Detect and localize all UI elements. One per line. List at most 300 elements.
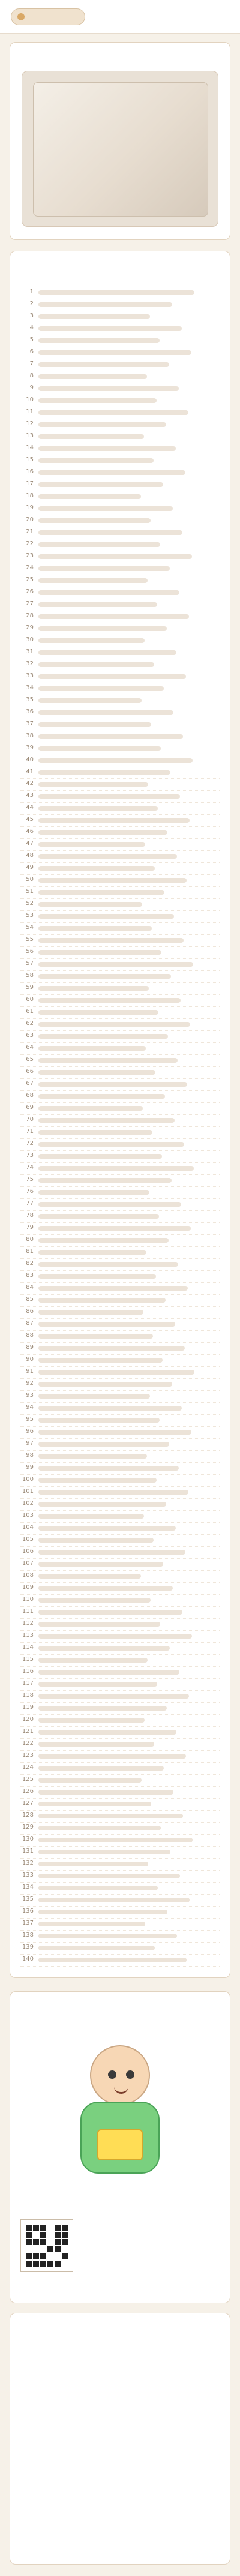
vocab-row-number: 134 [22,1884,34,1890]
vocab-row-number: 84 [26,1284,34,1291]
vocab-row-number: 124 [22,1764,34,1771]
vocab-row-text [38,1538,154,1543]
qr-cell [33,2239,39,2245]
vocab-row [20,527,220,539]
vocab-row-number: 102 [22,1500,34,1507]
vocab-row-number: 128 [22,1812,34,1818]
footer-paragraph [21,2418,220,2428]
vocab-row-text [38,1202,181,1207]
vocab-row [20,982,220,995]
qr-cell [62,2253,68,2259]
vocab-row-text [38,434,144,439]
vocab-row-number: 62 [26,1020,34,1027]
vocab-row-text [38,566,170,571]
vocab-row-number: 17 [26,480,34,487]
vocab-row-text [38,1958,187,1962]
vocab-row-number: 47 [26,840,34,847]
vocab-row-text [38,1394,150,1399]
vocab-row-number: 80 [26,1236,34,1243]
vocab-row [20,1954,220,1967]
vocab-row-text [38,554,192,559]
vocab-row-text [38,1358,163,1363]
vocab-row [20,1198,220,1211]
vocab-row-number: 137 [22,1920,34,1926]
vocab-row [20,1114,220,1127]
vocab-row [20,1426,220,1439]
vocab-row-text [38,1322,175,1327]
vocab-row-number: 9 [29,384,34,391]
vocab-row-text [38,590,179,595]
vocab-row-number: 50 [26,876,34,883]
vocab-row-number: 13 [26,432,34,439]
vocab-row-number: 22 [26,540,34,547]
vocab-row [20,623,220,635]
vocab-row-number: 18 [26,492,34,499]
vocab-row [20,1270,220,1283]
vocab-row-number: 100 [22,1476,34,1483]
vocab-row-number: 117 [22,1680,34,1687]
vocab-row-number: 109 [22,1584,34,1591]
vocab-row-number: 59 [26,984,34,991]
vocab-row [20,1474,220,1487]
qr-cell [26,2253,32,2259]
vocab-row-text [38,998,181,1003]
qr-cell [40,2239,46,2245]
vocab-row [20,1906,220,1919]
vocab-row [20,371,220,383]
vocab-row-text [38,290,194,295]
vocab-row [20,994,220,1007]
vocab-row-number: 58 [26,972,34,979]
vocab-row [20,1654,220,1667]
vocab-row-number: 66 [26,1068,34,1075]
vocab-row [20,1498,220,1511]
vocab-row-number: 122 [22,1740,34,1747]
vocab-row-number: 139 [22,1944,34,1950]
vocab-row-number: 99 [26,1464,34,1471]
vocab-row-number: 86 [26,1308,34,1315]
vocab-row-text [38,494,141,499]
footer-paragraph [21,2340,220,2350]
vocab-row-number: 118 [22,1692,34,1699]
vocab-row-text [38,458,154,463]
vocab-row [20,1090,220,1103]
vocab-row-text [38,1490,188,1495]
vocab-row-text [38,698,142,703]
qr-cell [55,2225,61,2231]
vocab-row-text [38,1286,188,1291]
vocab-row-text [38,1034,168,1039]
vocab-row [20,1558,220,1571]
qr-cell [62,2232,68,2238]
vocab-row [20,395,220,407]
vocab-row-number: 45 [26,816,34,823]
vocab-row-number: 6 [29,348,34,355]
qr-cell [47,2246,53,2252]
vocab-row-text [38,1058,178,1063]
vocab-row-number: 2 [29,300,34,307]
vocab-row-text [38,1454,147,1459]
vocab-row-text [38,962,193,967]
vocab-row-number: 5 [29,336,34,343]
vocab-row-number: 76 [26,1188,34,1195]
vocab-row-text [38,1634,192,1639]
vocab-row-number: 70 [26,1116,34,1123]
vocab-row-text [38,314,150,319]
vocab-row-number: 43 [26,792,34,799]
vocab-row [20,946,220,959]
vocab-row [20,1006,220,1019]
vocab-row-number: 12 [26,420,34,427]
vocab-row-number: 25 [26,576,34,583]
vocab-row-number: 57 [26,960,34,967]
vocab-row-number: 116 [22,1668,34,1675]
vocab-row-number: 20 [26,516,34,523]
vocab-row-text [38,662,154,667]
vocab-row-number: 11 [26,408,34,415]
vocab-row-number: 3 [29,312,34,319]
vocab-row-text [38,1766,164,1771]
vocab-row-text [38,1778,142,1783]
vocab-row-number: 132 [22,1860,34,1866]
vocab-row [20,1666,220,1679]
vocab-row-text [38,542,160,547]
vocab-row [20,467,220,479]
mascot-eye-left [108,2070,116,2079]
vocab-row-number: 71 [26,1128,34,1135]
vocab-row [20,1126,220,1139]
vocab-row-number: 27 [26,600,34,607]
qr-cell [33,2253,39,2259]
footer-paragraph [21,2386,220,2397]
vocab-row [20,671,220,683]
vocab-row-number: 105 [22,1536,34,1543]
vocab-row [20,1042,220,1055]
vocab-row [20,707,220,719]
qr-code[interactable] [20,2219,73,2272]
vocab-row [20,1942,220,1955]
mascot-book [97,2129,143,2160]
vocab-row-number: 81 [26,1248,34,1255]
vocab-row-text [38,1838,193,1842]
vocab-row [20,1378,220,1391]
vocab-row [20,1930,220,1943]
vocab-row-number: 135 [22,1896,34,1902]
vocab-row-text [38,842,145,847]
vocab-row-number: 19 [26,504,34,511]
vocab-row-number: 37 [26,720,34,727]
vocab-row [20,323,220,335]
vocab-row [20,335,220,347]
vocab-row-text [38,710,173,715]
vocab-row [20,826,220,839]
vocab-row [20,1798,220,1811]
vocab-row-text [38,1694,189,1699]
vocab-row-number: 106 [22,1548,34,1555]
vocab-row [20,575,220,587]
vocab-row-text [38,794,180,799]
vocab-row-text [38,1334,153,1339]
vocab-row [20,1318,220,1331]
footer-paragraph [21,2371,220,2382]
qr-cell [33,2225,39,2231]
vocab-row-text [38,1466,179,1471]
vocab-row-text [38,1610,182,1615]
vocab-row [20,563,220,575]
vocab-list [20,287,220,1966]
vocab-row [20,1882,220,1895]
vocab-row [20,359,220,371]
vocab-row [20,1222,220,1235]
vocab-row-number: 119 [22,1704,34,1711]
vocab-row-number: 107 [22,1560,34,1567]
vocab-row [20,886,220,899]
vocab-row [20,635,220,647]
vocab-row-text [38,1682,157,1687]
vocab-row-text [38,374,147,379]
vocab-row-number: 87 [26,1320,34,1327]
follow-dot-icon [17,13,25,20]
vocab-row [20,1642,220,1655]
vocab-row [20,1354,220,1367]
vocab-row [20,767,220,779]
vocab-row-text [38,926,152,931]
vocab-row-text [38,1478,157,1483]
vocab-row-text [38,1274,156,1279]
vocab-row-number: 10 [26,396,34,403]
vocab-row [20,1054,220,1067]
vocab-row [20,1630,220,1643]
vocab-row-text [38,1646,170,1651]
vocab-row-text [38,1214,159,1219]
vocab-row-text [38,806,158,811]
vocab-row [20,695,220,707]
vocab-row-text [38,1514,144,1519]
vocab-row [20,1546,220,1559]
vocab-row-number: 127 [22,1800,34,1806]
vocab-row-number: 56 [26,948,34,955]
vocab-row-number: 138 [22,1932,34,1938]
vocab-row-text [38,506,173,511]
vocab-row-number: 26 [26,588,34,595]
vocab-row-text [38,974,171,979]
vocab-row-number: 40 [26,756,34,763]
vocab-row-text [38,770,170,775]
vocab-row-number: 39 [26,744,34,751]
vocab-row-text [38,782,148,787]
vocab-row [20,1414,220,1427]
vocab-row-number: 78 [26,1212,34,1219]
vocab-row-text [38,1718,145,1723]
vocab-row-number: 73 [26,1152,34,1159]
vocab-row-text [38,302,172,307]
vocab-row-text [38,1022,190,1027]
vocab-row-number: 33 [26,672,34,679]
vocab-row [20,1066,220,1079]
vocab-row-number: 101 [22,1488,34,1495]
vocab-row [20,503,220,515]
vocab-row-number: 51 [26,888,34,895]
vocab-row-number: 1 [29,288,34,295]
list-title [14,261,226,276]
vocab-row-text [38,1706,167,1711]
vocab-row [20,1234,220,1247]
vocab-row-text [38,1370,194,1375]
vocab-row-number: 92 [26,1380,34,1387]
vocab-row-number: 82 [26,1260,34,1267]
vocab-row [20,611,220,623]
vocab-row [20,1174,220,1187]
vocab-row-number: 48 [26,852,34,859]
qr-cell [47,2261,53,2267]
vocab-row [20,755,220,767]
vocab-row-text [38,1802,151,1806]
vocab-row [20,1186,220,1199]
vocab-row [20,922,220,935]
vocab-row [20,419,220,431]
vocab-row-number: 38 [26,732,34,739]
vocab-row [20,1726,220,1739]
vocab-row [20,1594,220,1607]
vocab-row-text [38,746,161,751]
vocab-row-text [38,902,142,907]
follow-pill[interactable] [11,8,85,25]
vocab-row-number: 111 [22,1608,34,1615]
vocab-row [20,1138,220,1151]
vocab-row-number: 55 [26,936,34,943]
vocab-row [20,1618,220,1631]
vocab-row-number: 114 [22,1644,34,1651]
vocab-row-text [38,722,151,727]
vocab-row-text [38,1922,145,1926]
footer-paragraph [21,2402,220,2413]
vocab-row-number: 95 [26,1416,34,1423]
vocab-row [20,479,220,491]
vocab-row-text [38,1934,177,1938]
vocab-row [20,1210,220,1223]
vocab-row [20,1486,220,1499]
vocab-row [20,1894,220,1907]
vocab-row-text [38,1010,158,1015]
vocab-row-number: 44 [26,804,34,811]
vocab-row-number: 52 [26,900,34,907]
vocab-row-number: 75 [26,1176,34,1183]
qr-cell [26,2239,32,2245]
vocab-row [20,1570,220,1583]
vocab-row [20,599,220,611]
vocab-row-text [38,890,164,895]
vocab-row-text [38,1166,194,1171]
header-image-graphic [33,82,208,217]
vocab-row-number: 133 [22,1872,34,1878]
vocab-row-text [38,758,193,763]
vocab-row-number: 53 [26,912,34,919]
vocab-row-number: 4 [29,324,34,331]
vocab-row [20,814,220,827]
qr-cell [55,2246,61,2252]
vocab-row-number: 7 [29,360,34,367]
vocab-row [20,311,220,323]
vocab-row-number: 77 [26,1200,34,1207]
vocab-row [20,1918,220,1931]
vocab-row-text [38,1238,169,1243]
vocab-row-text [38,350,191,355]
vocab-row [20,1714,220,1727]
vocab-row-number: 91 [26,1368,34,1375]
vocab-row [20,1858,220,1871]
vocab-row-number: 103 [22,1512,34,1519]
vocab-row-number: 29 [26,624,34,631]
vocab-row-text [38,986,149,991]
vocab-row-text [38,1754,186,1759]
vocab-row-text [38,338,160,343]
vocab-row-text [38,1190,149,1195]
vocab-row [20,1738,220,1751]
vocab-row-text [38,1406,182,1411]
vocab-row [20,743,220,755]
vocab-row [20,443,220,455]
vocab-row-number: 123 [22,1752,34,1759]
vocab-row [20,1702,220,1715]
vocab-row [20,802,220,815]
vocab-row [20,1786,220,1799]
vocab-row [20,587,220,599]
vocab-row-text [38,1094,165,1099]
vocab-row-number: 8 [29,372,34,379]
vocab-row [20,1102,220,1115]
vocab-row-text [38,1070,155,1075]
vocab-row [20,1294,220,1307]
vocab-row-text [38,1106,143,1111]
vocab-row [20,731,220,743]
qr-cell [26,2232,32,2238]
vocab-row-number: 90 [26,1356,34,1363]
vocab-row [20,1306,220,1319]
vocab-row-number: 93 [26,1392,34,1399]
vocab-row-number: 64 [26,1044,34,1051]
vocab-row-text [38,938,184,943]
vocab-row-text [38,650,176,655]
mascot-illustration [55,2027,185,2207]
vocab-row-number: 41 [26,768,34,775]
vocab-row [20,1078,220,1091]
vocab-row-number: 54 [26,924,34,931]
vocab-row-text [38,1562,163,1567]
vocab-row-text [38,1670,179,1675]
vocab-row-number: 14 [26,444,34,451]
vocab-row [20,1582,220,1595]
vocab-row-number: 115 [22,1656,34,1663]
vocab-row-text [38,1586,173,1591]
vocab-row-text [38,1250,146,1255]
footer-paragraph [21,2355,220,2366]
vocab-row-text [38,950,161,955]
vocab-row-text [38,1658,148,1663]
vocab-row-number: 74 [26,1164,34,1171]
vocab-row-number: 110 [22,1596,34,1603]
vocab-row [20,407,220,419]
vocab-row-number: 136 [22,1908,34,1914]
vocab-row-number: 65 [26,1056,34,1063]
vocab-row-text [38,1874,180,1878]
vocab-row-text [38,530,182,535]
header-image [22,71,218,227]
vocab-row-number: 126 [22,1788,34,1795]
vocab-row [20,1834,220,1847]
vocab-row-number: 120 [22,1716,34,1723]
vocab-row [20,1534,220,1547]
vocab-row-number: 35 [26,696,34,703]
